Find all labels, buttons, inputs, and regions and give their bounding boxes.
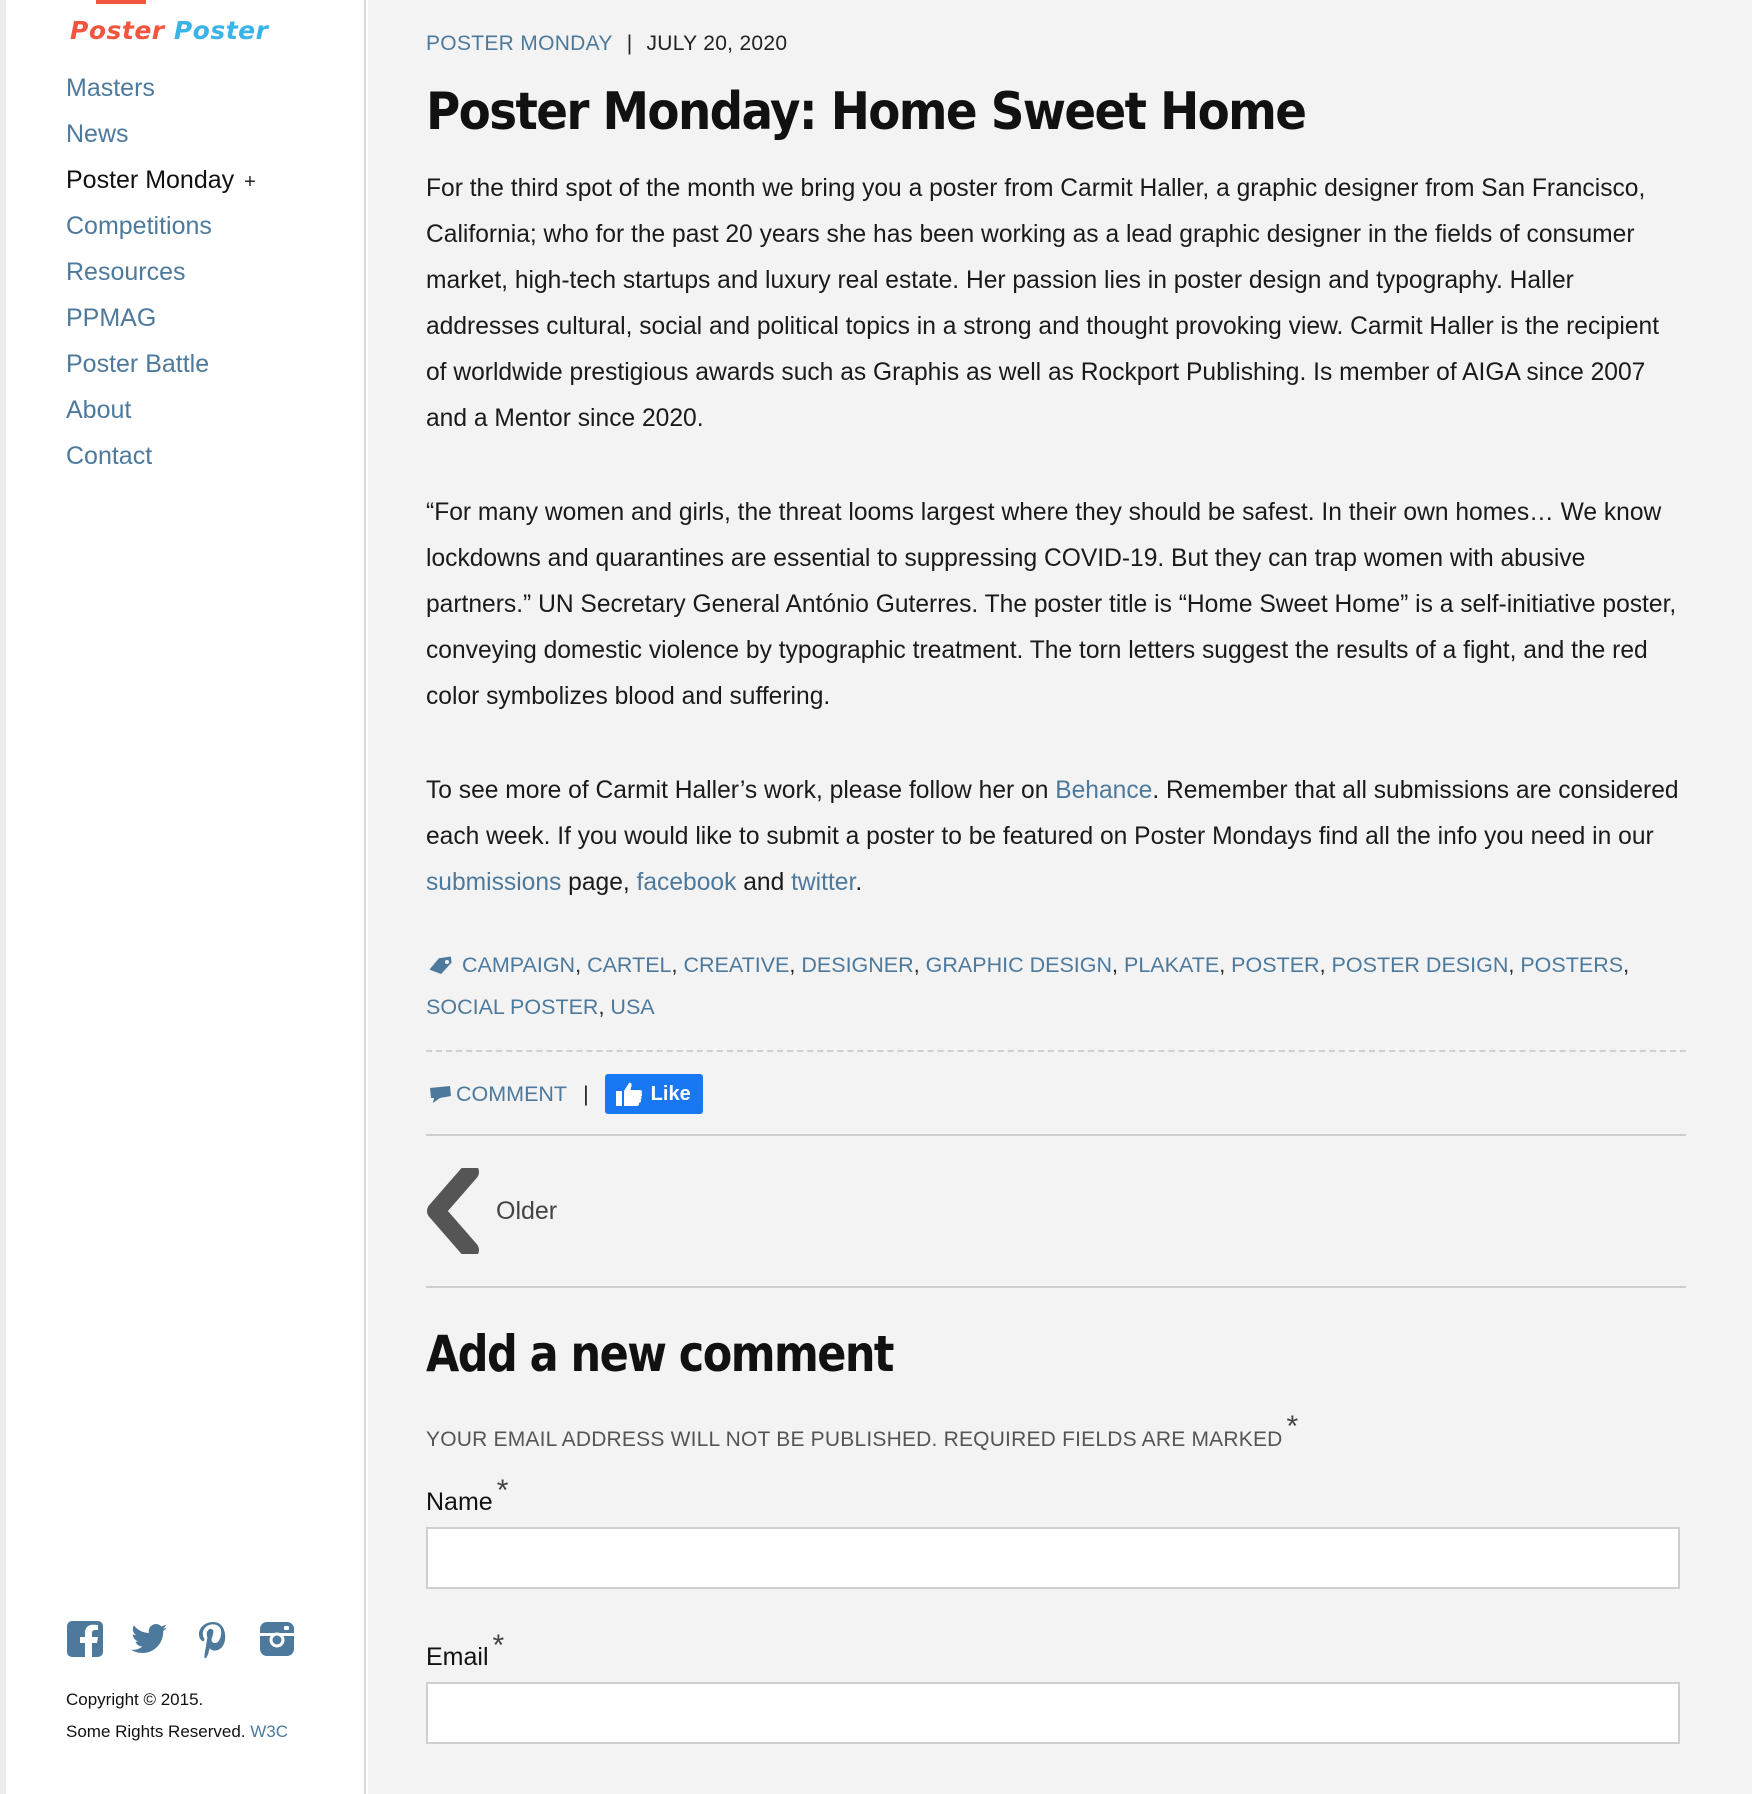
- facebook-link[interactable]: facebook: [636, 869, 737, 896]
- tag-link[interactable]: PLAKATE: [1124, 953, 1220, 977]
- post-container: [426, 0, 1686, 1744]
- nav-item-about[interactable]: About: [66, 396, 132, 424]
- tag-link[interactable]: CARTEL: [587, 953, 672, 977]
- p3-text-5: .: [855, 869, 863, 896]
- logo-accent-bar: [96, 0, 146, 4]
- twitter-link[interactable]: twitter: [791, 869, 856, 896]
- logo-word-2: Poster: [173, 16, 269, 45]
- nav-item-resources[interactable]: Resources: [66, 258, 186, 286]
- post-tags: [426, 944, 1686, 1028]
- copyright: [66, 1684, 288, 1748]
- required-mark: *: [1286, 1410, 1299, 1443]
- post-body: [426, 166, 1686, 906]
- main-content: [368, 0, 1752, 1794]
- email-input[interactable]: [426, 1682, 1680, 1744]
- tag-separator: ,: [1112, 953, 1119, 977]
- comment-label: COMMENT: [456, 1081, 568, 1106]
- tag-separator: ,: [1508, 953, 1515, 977]
- post-paragraph-3: [426, 768, 1686, 906]
- nav-item-ppmag[interactable]: PPMAG: [66, 304, 157, 332]
- name-input[interactable]: [426, 1527, 1680, 1589]
- name-label: [426, 1474, 1686, 1517]
- tag-separator: ,: [1319, 953, 1326, 977]
- facebook-icon[interactable]: [66, 1620, 104, 1658]
- pinterest-icon[interactable]: [194, 1620, 232, 1658]
- meta-separator: |: [626, 32, 633, 55]
- tag-link[interactable]: GRAPHIC DESIGN: [925, 953, 1113, 977]
- nav-item-poster-battle[interactable]: Poster Battle: [66, 350, 210, 378]
- like-label: Like: [650, 1082, 691, 1105]
- comment-notice: [426, 1410, 1686, 1452]
- comment-form-heading: Add a new comment: [426, 1325, 893, 1383]
- comment-link[interactable]: [426, 1082, 567, 1107]
- nav-item-poster-monday[interactable]: [66, 157, 256, 203]
- tag-separator: ,: [1623, 953, 1630, 977]
- tag-separator: ,: [789, 953, 796, 977]
- site-logo[interactable]: [70, 16, 268, 45]
- post-date: JULY 20, 2020: [646, 32, 788, 55]
- tag-separator: ,: [598, 995, 605, 1019]
- logo-word-1: Poster: [70, 16, 165, 45]
- post-paragraph-1: For the third spot of the month we bring you a poster from Carmit Haller, a graphic designer from San Francisco, California; who for the past 20 years she has been working as a lead graphic designer in the fields of consumer market, high-tech startups and luxury real estate. Her passion lies in poster design and typography. Haller addresses cultural, social and political topics in a strong and thought provoking view. Carmit Haller is the recipient of worldwide prestigious awards such as Graphis as well as Rockport Publishing. Is member of AIGA since 2007 and a Mentor since 2020.: [426, 175, 1660, 432]
- p3-text-4: and: [736, 869, 792, 896]
- older-label: Older: [496, 1196, 558, 1225]
- older-post-link[interactable]: [426, 1136, 1686, 1286]
- name-label-text: Name: [426, 1488, 493, 1516]
- tag-link[interactable]: CAMPAIGN: [462, 953, 576, 977]
- tag-link[interactable]: POSTER DESIGN: [1331, 953, 1509, 977]
- submissions-link[interactable]: submissions: [426, 869, 562, 896]
- action-separator: |: [583, 1081, 589, 1106]
- expand-icon[interactable]: +: [244, 171, 256, 193]
- required-mark: *: [496, 1474, 509, 1507]
- tag-separator: ,: [671, 953, 678, 977]
- nav-item-news[interactable]: News: [66, 120, 129, 148]
- w3c-link[interactable]: W3C: [250, 1722, 289, 1741]
- p3-text-1: To see more of Carmit Haller’s work, please follow her on: [426, 777, 1056, 804]
- tag-icon: [426, 954, 456, 976]
- main-nav: [66, 65, 256, 479]
- behance-link[interactable]: Behance: [1055, 777, 1153, 804]
- tag-link[interactable]: SOCIAL POSTER: [426, 995, 599, 1019]
- notice-text: YOUR EMAIL ADDRESS WILL NOT BE PUBLISHED. REQUIRED FIELDS ARE MARKED: [426, 1428, 1283, 1451]
- nav-item-label: Poster Monday: [66, 166, 235, 194]
- email-label: [426, 1629, 1686, 1672]
- tag-separator: ,: [1219, 953, 1226, 977]
- thumbs-up-icon: [615, 1081, 643, 1107]
- post-category-link[interactable]: POSTER MONDAY: [426, 32, 613, 55]
- tag-link[interactable]: CREATIVE: [683, 953, 790, 977]
- email-label-text: Email: [426, 1643, 489, 1671]
- instagram-icon[interactable]: [258, 1620, 296, 1658]
- nav-item-masters[interactable]: Masters: [66, 74, 155, 102]
- post-paragraph-2: “For many women and girls, the threat looms largest where they should be safest. In their own homes… We know lockdowns and quarantines are essential to suppressing COVID-19. But they can trap women with abusive partners.” UN Secretary General António Guterres. The poster title is “Home Sweet Home” is a self-initiative poster, conveying domestic violence by typographic treatment. The torn letters suggest the results of a fight, and the red color symbolizes blood and suffering.: [426, 499, 1677, 710]
- tag-link[interactable]: POSTERS: [1520, 953, 1624, 977]
- copyright-line: Copyright © 2015.: [66, 1690, 204, 1709]
- tag-separator: ,: [575, 953, 582, 977]
- nav-item-competitions[interactable]: Competitions: [66, 212, 212, 240]
- twitter-icon[interactable]: [130, 1620, 168, 1658]
- dashed-divider: [426, 1050, 1686, 1052]
- post-meta: [426, 32, 1686, 58]
- p3-text-3: page,: [561, 869, 637, 896]
- tag-link[interactable]: DESIGNER: [801, 953, 914, 977]
- tag-link[interactable]: USA: [610, 995, 655, 1019]
- post-actions: [426, 1076, 1686, 1112]
- rights-text: Some Rights Reserved.: [66, 1722, 246, 1741]
- solid-divider: [426, 1286, 1686, 1288]
- post-title: Poster Monday: Home Sweet Home: [426, 82, 1306, 142]
- tag-link[interactable]: POSTER: [1231, 953, 1320, 977]
- social-links: [66, 1620, 296, 1658]
- tag-separator: ,: [913, 953, 920, 977]
- facebook-like-button[interactable]: [605, 1074, 703, 1114]
- sidebar: [0, 0, 366, 1794]
- rights-line: [66, 1716, 288, 1748]
- nav-item-contact[interactable]: Contact: [66, 442, 153, 470]
- comment-icon: [426, 1083, 456, 1105]
- sidebar-edge: [0, 0, 6, 1794]
- chevron-left-icon: [426, 1168, 484, 1254]
- p3-text-2: . Remember that all submissions are considered each week. If you would like to submit a poster to be featured on Poster Mondays find all the info you need in our: [426, 777, 1679, 850]
- required-mark: *: [492, 1629, 505, 1662]
